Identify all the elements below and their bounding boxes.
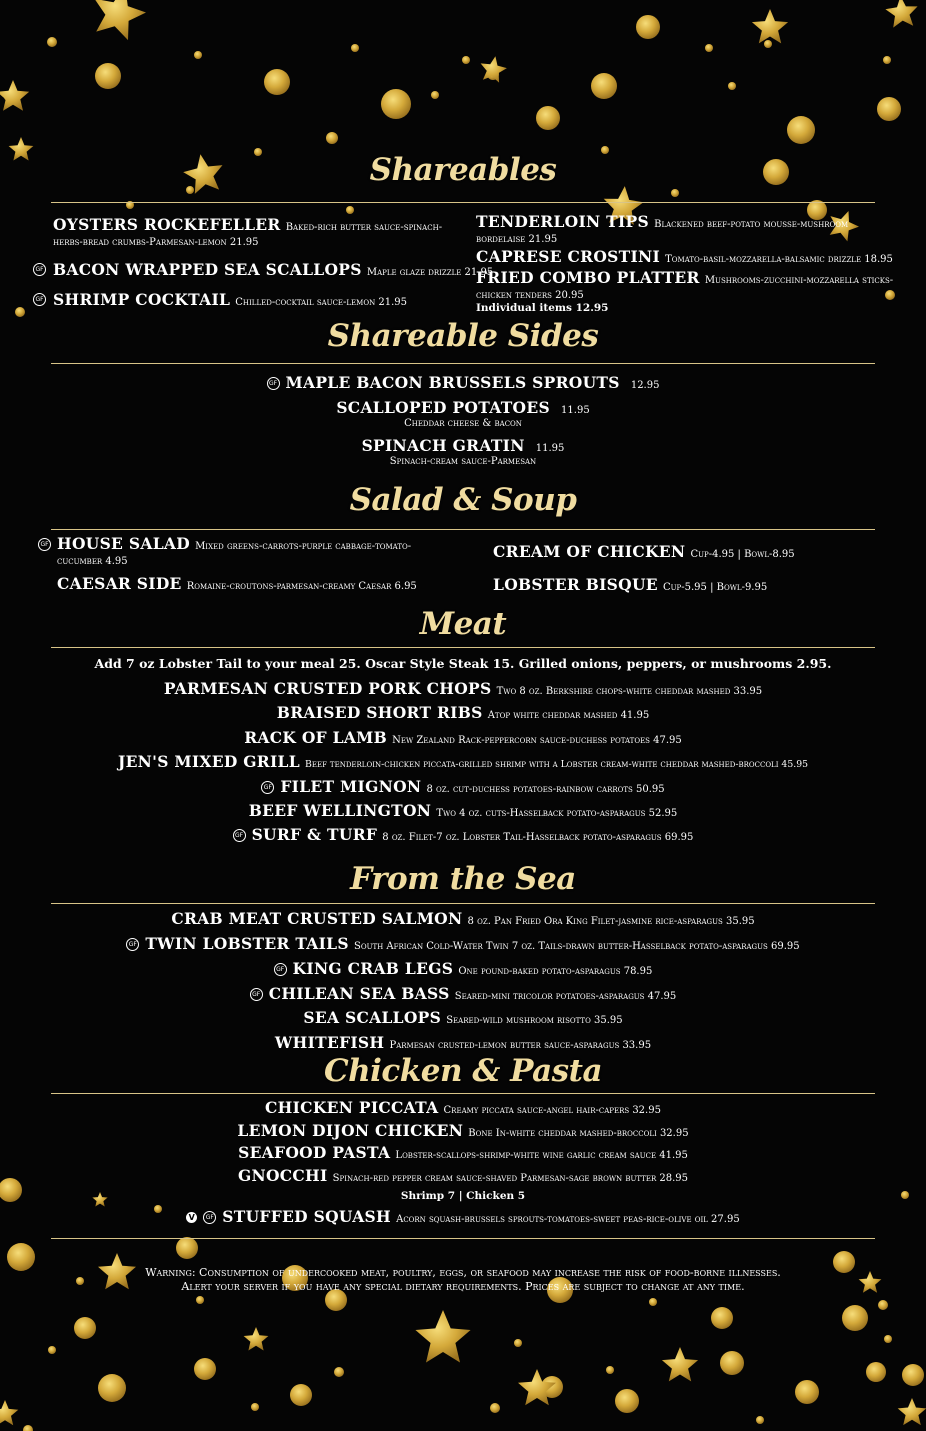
item-desc: Mushrooms-zucchini-mozzarella sticks- [704,275,894,286]
divider [51,363,875,364]
item-desc: Baked-rich butter sauce-spinach- [285,222,443,233]
menu-item [476,247,893,267]
item-desc: 8 oz. Pan Fried Ora King Filet-jasmine rice-asparagus 35.95 [467,916,755,927]
item-name: GNOCCHI [237,1166,328,1185]
item-desc: Spinach-cream sauce-Parmesan [389,456,537,467]
item-price: 11.95 [535,443,565,454]
warning-text: Warning: Consumption of undercooked meat, poultry, eggs, or seafood may increase the risk of food-borne illnesses. [145,1266,781,1279]
item-name: WHITEFISH [274,1033,385,1052]
item-desc: Tomato-basil-mozzarella-balsamic drizzle 18.95 [665,254,893,265]
item-desc: Chilled-cocktail sauce-lemon 21.95 [235,297,408,308]
item-desc: herbs-bread crumbs-Parmesan-lemon 21.95 [53,237,259,248]
item-name: TWIN LOBSTER TAILS [145,934,349,953]
divider [51,202,875,203]
menu-item [53,260,493,280]
menu-item [0,909,926,929]
item-desc: Beef tenderloin-chicken piccata-grilled shrimp with a Lobster cream-white cheddar mashed-broccoli 45.95 [305,759,809,770]
item-desc: Two 4 oz. cuts-Hasselback potato-asparagus 52.95 [436,808,678,819]
meat-addon-note: Add 7 oz Lobster Tail to your meal 25. Oscar Style Steak 15. Grilled onions, peppers, or mushrooms 2.95. [94,656,832,671]
menu-item [0,679,926,699]
item-name: PARMESAN CRUSTED PORK CHOPS [163,679,492,698]
divider [51,1093,875,1094]
divider [51,1238,875,1239]
item-name: BRAISED SHORT RIBS [276,703,483,722]
item-desc: Cup-4.95 | Bowl-8.95 [690,549,795,560]
item-name: CAESAR SIDE [57,574,182,593]
item-desc: Parmesan crusted-lemon butter sauce-asparagus 33.95 [389,1040,652,1051]
gluten-free-icon: GF [250,988,263,1001]
item-desc: 8 oz. cut-duchess potatoes-rainbow carrots 50.95 [426,784,665,795]
item-desc: bordelaise 21.95 [476,234,558,245]
menu-item [0,959,926,979]
menu-item [0,1098,926,1118]
item-name: SPINACH GRATIN [361,436,525,455]
item-name: SEA SCALLOPS [303,1008,442,1027]
menu-item [0,728,926,748]
gluten-free-icon: GF [267,377,280,390]
warning-text: Alert your server if you have any special dietary requirements. Prices are subject to change at any time. [181,1280,745,1293]
item-name: SURF & TURF [251,825,378,844]
item-desc: cucumber 4.95 [57,556,128,567]
section-title-chicken-pasta: Chicken & Pasta [323,1053,603,1089]
item-desc: Two 8 oz. Berkshire chops-white cheddar mashed 33.95 [496,686,763,697]
item-name: JEN'S MIXED GRILL [117,752,300,771]
item-desc: Seared-mini tricolor potatoes-asparagus 47.95 [454,991,677,1002]
divider [51,903,875,904]
gluten-free-icon: GF [126,938,139,951]
menu-item [493,575,767,595]
vegan-icon: V [186,1212,197,1223]
menu-item [0,825,926,845]
item-desc: chicken tenders 20.95 [476,290,584,301]
menu-item [57,534,411,554]
item-price: 12.95 [630,380,660,391]
item-name: TENDERLOIN TIPS [476,212,650,231]
item-desc: Spinach-red pepper cream sauce-shaved Parmesan-sage brown butter 28.95 [332,1173,689,1184]
item-name: CRAB MEAT CRUSTED SALMON [171,909,463,928]
section-title-sides: Shareable Sides [327,318,599,354]
item-desc: Blackened beef-potato mousse-mushroom [654,219,849,230]
menu-item [476,268,893,288]
item-name: SEAFOOD PASTA [238,1143,391,1162]
menu-item [0,703,926,723]
item-price: 11.95 [561,405,590,416]
menu-item [57,574,417,594]
gluten-free-icon: GF [274,963,287,976]
item-desc: South African Cold-Water Twin 7 oz. Tails-drawn butter-Hasselback potato-asparagus 69.95 [353,941,800,952]
item-name: CAPRESE CROSTINI [476,247,661,266]
menu-item [0,934,926,954]
item-name: LEMON DIJON CHICKEN [237,1121,464,1140]
item-name: CREAM OF CHICKEN [493,542,686,561]
menu-item [0,373,926,393]
menu-item [476,212,848,232]
item-desc: 8 oz. Filet-7 oz. Lobster Tail-Hasselback potato-asparagus 69.95 [382,832,694,843]
menu-item [0,398,926,418]
menu-item [0,801,926,821]
menu-item [0,436,926,456]
item-name: BACON WRAPPED SEA SCALLOPS [53,260,362,279]
gluten-free-icon: GF [261,781,274,794]
divider [51,529,875,530]
section-title-shareables: Shareables [369,152,557,188]
item-name: SHRIMP COCKTAIL [53,290,231,309]
menu-item [0,1121,926,1141]
gluten-free-icon: GF [38,538,51,551]
item-name: CHICKEN PICCATA [265,1098,439,1117]
item-name: FRIED COMBO PLATTER [476,268,700,287]
divider [51,647,875,648]
item-desc: Romaine-croutons-parmesan-creamy Caesar 6.95 [186,581,417,592]
item-desc: Atop white cheddar mashed 41.95 [487,710,650,721]
item-desc: Mixed greens-carrots-purple cabbage-tomato- [195,541,412,552]
gluten-free-icon: GF [233,829,246,842]
item-name: HOUSE SALAD [57,534,190,553]
item-name: KING CRAB LEGS [292,959,454,978]
item-desc: Acorn squash-brussels sprouts-tomatoes-sweet peas-rice-olive oil 27.95 [396,1214,740,1225]
item-desc: Cup-5.95 | Bowl-9.95 [663,582,768,593]
menu-item [493,542,795,562]
gluten-free-icon: GF [33,263,46,276]
item-name: BEEF WELLINGTON [248,801,432,820]
item-desc: Seared-wild mushroom risotto 35.95 [446,1015,623,1026]
item-name: MAPLE BACON BRUSSELS SPROUTS [285,373,620,392]
menu-item [53,215,442,235]
item-name: STUFFED SQUASH [222,1207,391,1226]
item-desc: Bone In-white cheddar mashed-broccoli 32.95 [468,1128,689,1139]
item-name: FILET MIGNON [280,777,422,796]
item-desc: Maple glaze drizzle 21.95 [366,267,494,278]
item-name: SCALLOPED POTATOES [336,398,550,417]
menu-item [0,1008,926,1028]
gluten-free-icon: GF [33,293,46,306]
item-name: LOBSTER BISQUE [493,575,658,594]
item-name: CHILEAN SEA BASS [268,984,450,1003]
menu-item [53,290,407,310]
section-title-meat: Meat [419,606,507,642]
menu-item [0,1166,926,1186]
item-desc: One pound-baked potato-asparagus 78.95 [458,966,653,977]
protein-addons: Shrimp 7 | Chicken 5 [400,1190,526,1202]
item-desc: Cheddar cheese & bacon [404,418,522,429]
item-name: RACK OF LAMB [244,728,388,747]
item-name: OYSTERS ROCKEFELLER [53,215,281,234]
item-desc: Lobster-scallops-shrimp-white wine garlic cream sauce 41.95 [395,1150,688,1161]
section-title-sea: From the Sea [350,861,576,897]
menu-item [0,1033,926,1053]
menu-item [0,752,926,772]
section-title-salad-soup: Salad & Soup [349,482,577,518]
item-desc: Creamy piccata sauce-angel hair-capers 32.95 [443,1105,661,1116]
menu-item [0,1207,926,1227]
item-note: Individual items 12.95 [476,302,609,314]
menu-item [0,984,926,1004]
item-desc: New Zealand Rack-peppercorn sauce-duchess potatoes 47.95 [392,735,682,746]
gluten-free-icon: GF [203,1211,216,1224]
menu-item [0,1143,926,1163]
menu-item [0,777,926,797]
